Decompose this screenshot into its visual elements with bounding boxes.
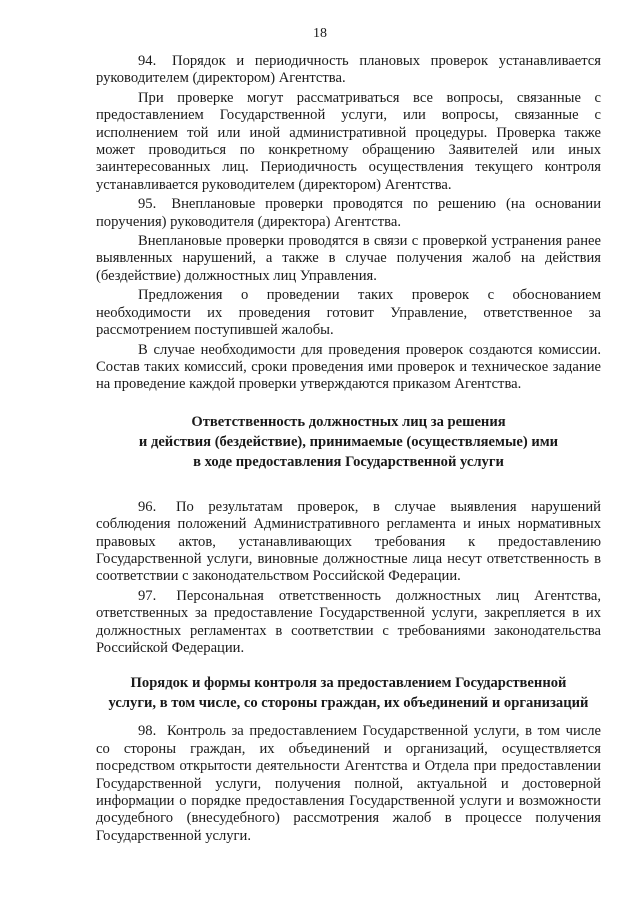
paragraph-98 xyxy=(96,723,601,845)
section-heading-control xyxy=(96,673,601,713)
section-heading-responsibility xyxy=(96,412,601,472)
paragraph-94-details xyxy=(96,90,601,194)
clause-number: 97. xyxy=(138,587,157,604)
paragraph-text: Порядок и периодичность плановых проверок устанавливается руководителем (директором) Агентства. xyxy=(96,53,601,87)
heading-line: и действия (бездействие), принимаемые (осуществляемые) ими xyxy=(138,433,559,450)
paragraph-text: Внеплановые проверки проводятся по решению (на основании поручения) руководителя (директора) Агентства. xyxy=(96,196,602,230)
paragraph-text: В случае необходимости для проведения проверок создаются комиссии. Состав таких комиссий, сроки проведения ими проверок и техническое задание на проведение каждой проверки утверждаются приказом Агентства. xyxy=(96,341,601,393)
clause-number: 94. xyxy=(138,53,157,69)
paragraph-text: Контроль за предоставлением Государственной услуги, в том числе со стороны граждан, их объединений и организаций, осуществляется посредством открытости деятельности Агентства и Отдела при предоставлении Государственной услуги, получения полной, актуальной и достоверной информации о порядке предоставления Государственной услуги и возможности досудебного (внесудебного) рассмотрения жалоб в процессе получения Государственной услуги. xyxy=(96,723,602,844)
paragraph-94 xyxy=(96,53,601,88)
heading-line: в ходе предоставления Государственной услуги xyxy=(193,453,504,470)
heading-line: услуги, в том числе, со стороны граждан, их объединений и организаций xyxy=(108,695,589,712)
page-number: 18 xyxy=(313,26,327,41)
document-body xyxy=(96,53,601,845)
heading-line: Порядок и формы контроля за предоставлением Государственной xyxy=(130,675,567,692)
paragraph-text: При проверке могут рассматриваться все вопросы, связанные с предоставлением Государственной услуги, или вопросы, связанные с исполнением той или иной административной процедуры. Проверка также может проводиться по конкретному обращению Заявителей или иных заинтересованных лиц. Периодичность осуществления текущего контроля устанавливается руководителем (директором) Агентства. xyxy=(96,89,601,193)
clause-number: 95. xyxy=(138,196,157,213)
heading-line: Ответственность должностных лиц за решения xyxy=(191,413,506,430)
paragraph-95 xyxy=(96,196,601,231)
paragraph-96 xyxy=(96,499,601,586)
clause-number: 96. xyxy=(138,498,157,515)
paragraph-text: Персональная ответственность должностных лиц Агентства, ответственных за предоставление Государственной услуги, закрепляется в их должностных регламентах в соответствии с требованиями законодательства Российской Федерации. xyxy=(96,587,601,656)
paragraph-text: По результатам проверок, в случае выявления нарушений соблюдения положений Административного регламента и иных нормативных правовых актов, устанавливающих требования к предоставлению Государственной услуги, виновные должностные лица несут ответственность в соответствии с законодательством Российской Федерации. xyxy=(96,498,601,585)
paragraph-95-reasons xyxy=(96,233,601,285)
paragraph-95-proposals xyxy=(96,287,601,339)
clause-number: 98. xyxy=(138,723,157,740)
paragraph-97 xyxy=(96,588,601,658)
paragraph-95-commissions xyxy=(96,342,601,394)
paragraph-text: Предложения о проведении таких проверок с обоснованием необходимости их проведения готовит Управление, ответственное за рассмотрением поступившей жалобы. xyxy=(96,287,601,339)
paragraph-text: Внеплановые проверки проводятся в связи с проверкой устранения ранее выявленных нарушений, а также в случае получения жалоб на действия (бездействие) должностных лиц Управления. xyxy=(96,233,601,284)
